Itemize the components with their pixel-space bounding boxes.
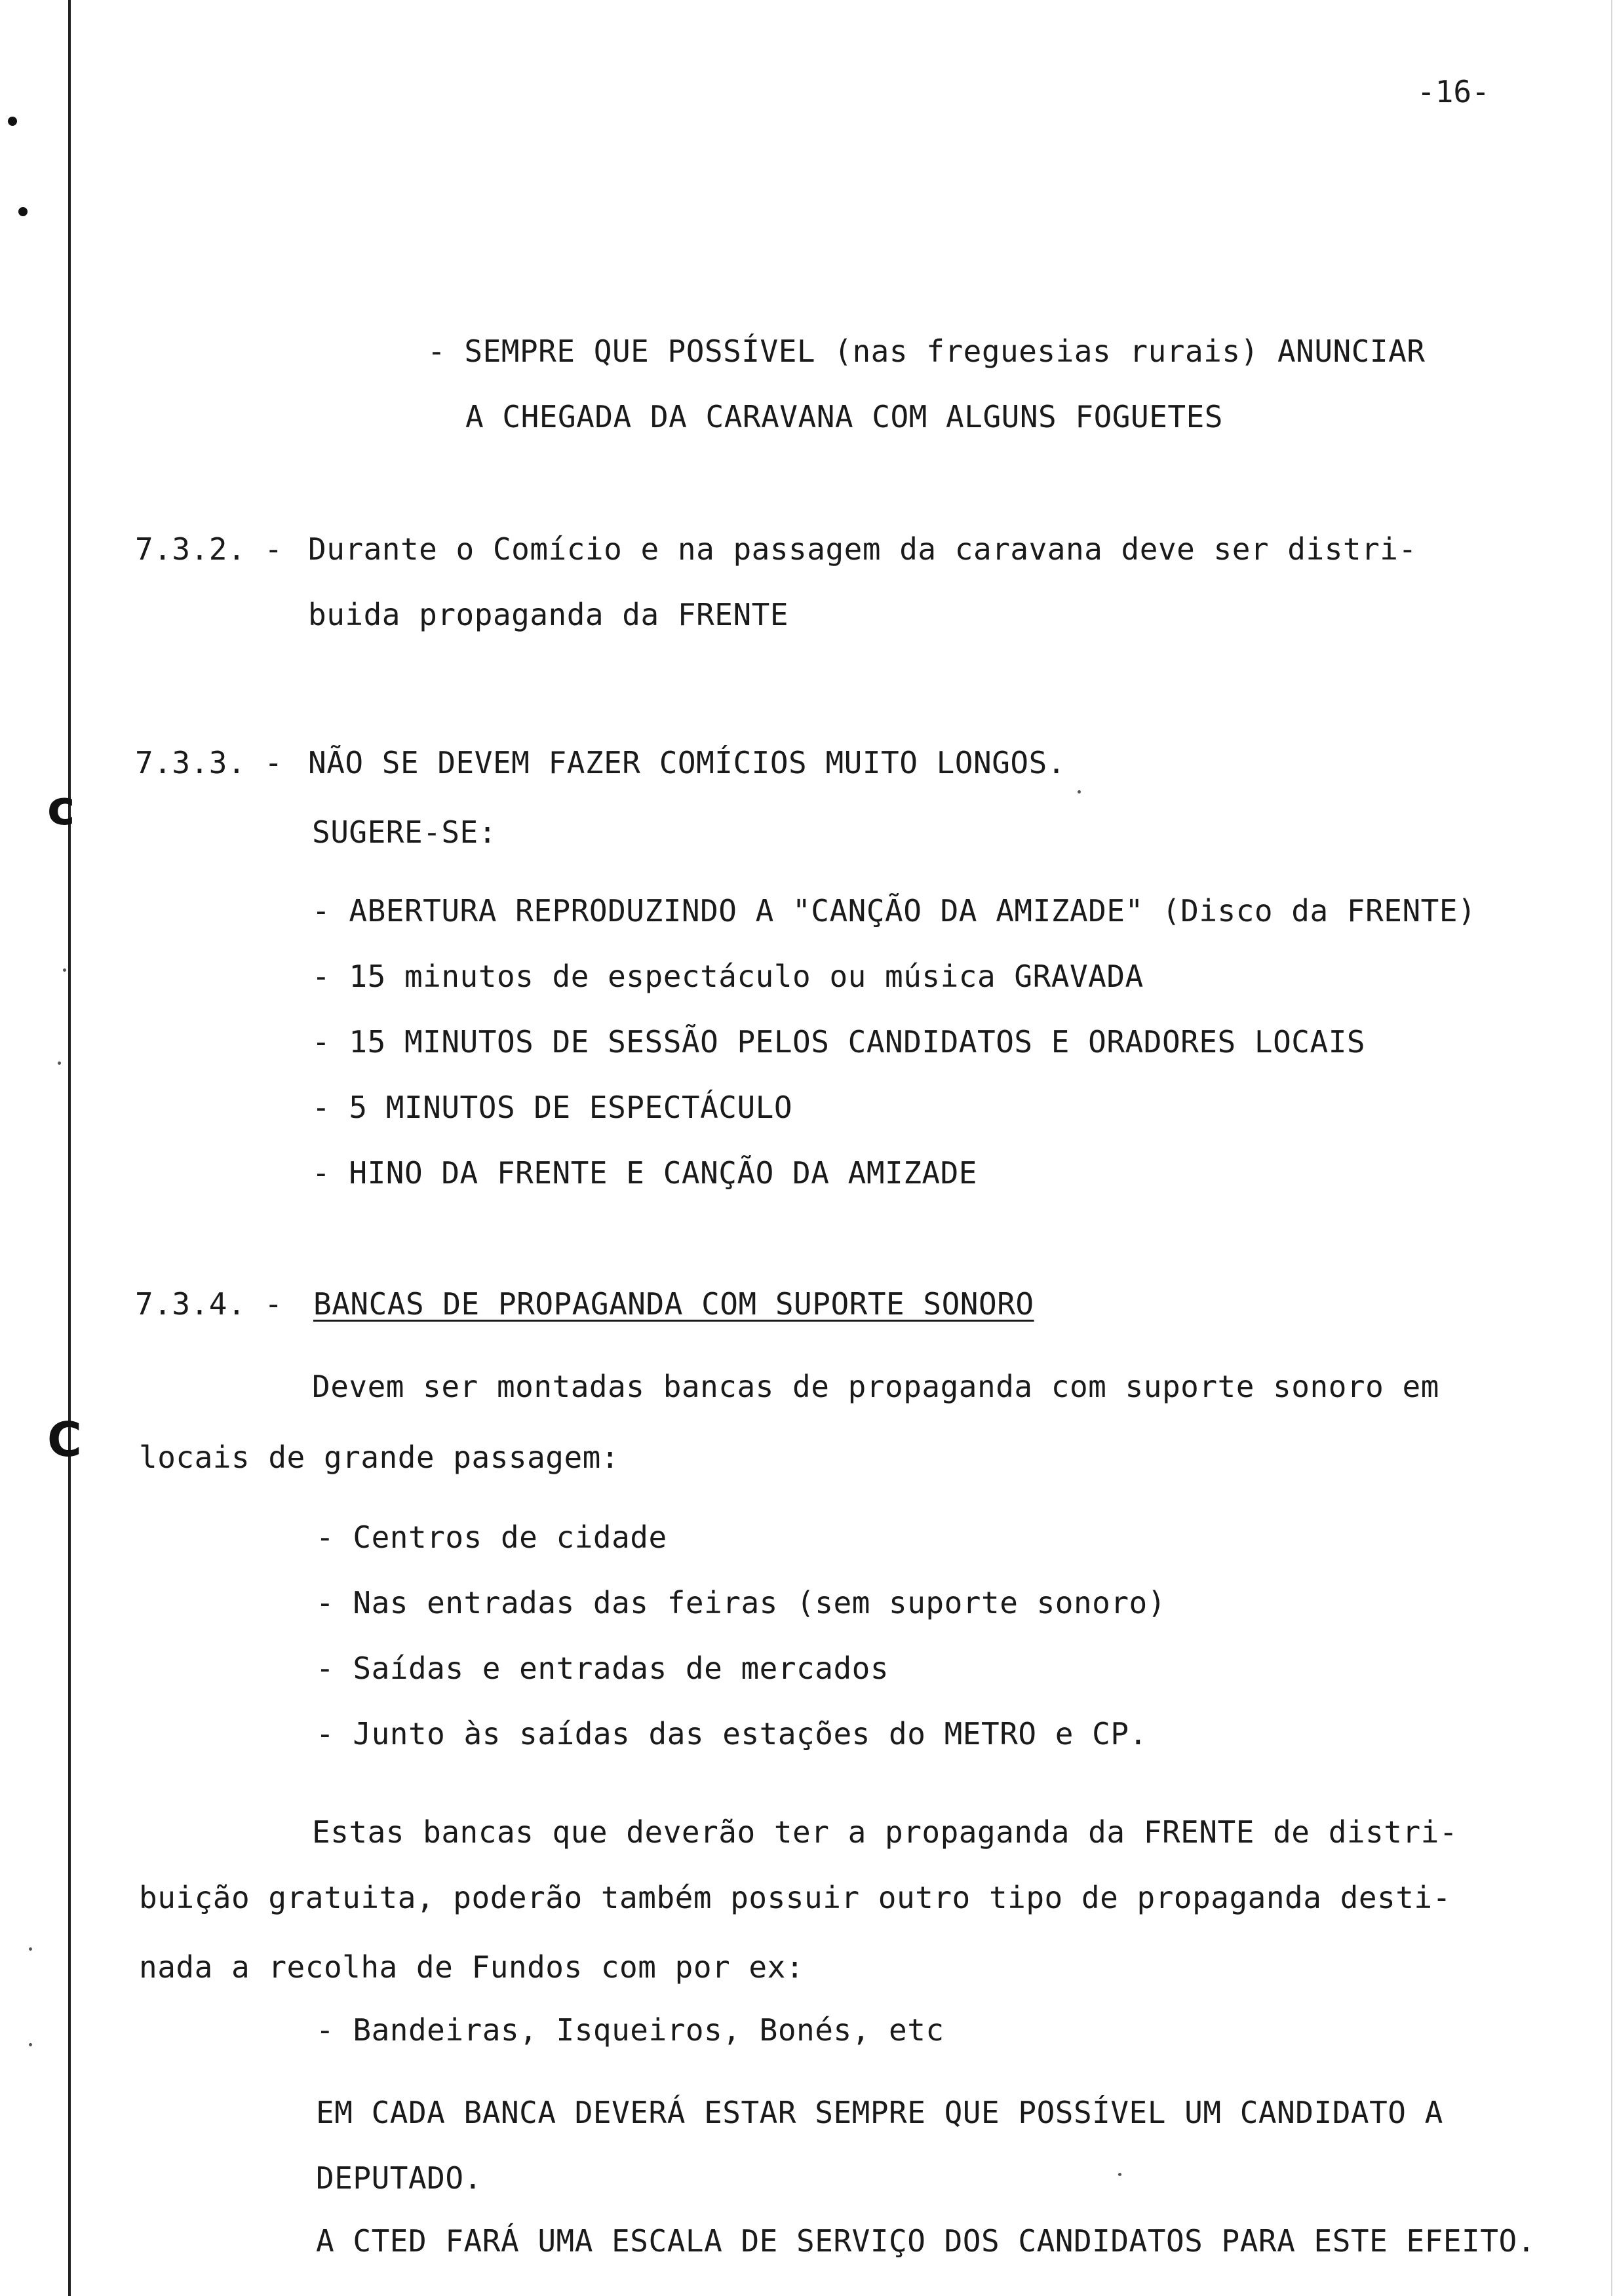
scan-speck (63, 968, 66, 972)
list-item: - Junto às saídas das estações do METRO e CP. (316, 1716, 1148, 1751)
list-item: - Nas entradas das feiras (sem suporte sonoro) (316, 1585, 1166, 1620)
paragraph-line: Devem ser montadas bancas de propaganda com suporte sonoro em (312, 1369, 1439, 1404)
paragraph-line: buição gratuita, poderão também possuir outro tipo de propaganda desti- (139, 1880, 1451, 1915)
section-732-line-1: Durante o Comício e na passagem da caravana deve ser distri- (308, 531, 1417, 567)
paragraph-line: nada a recolha de Fundos com por ex: (139, 1949, 804, 1985)
punch-hole-mark (8, 117, 17, 126)
closing-line: A CTED FARÁ UMA ESCALA DE SERVIÇO DOS CANDIDATOS PARA ESTE EFEITO. (316, 2223, 1536, 2259)
staple-clip-mark: C (47, 1412, 82, 1467)
scan-speck (29, 1947, 32, 1951)
paragraph-line: EM CADA BANCA DEVERÁ ESTAR SEMPRE QUE POSSÍVEL UM CANDIDATO A (316, 2095, 1443, 2130)
list-item: - 15 minutos de espectáculo ou música GRAVADA (312, 959, 1144, 994)
staple-clip-mark: ᴄ (47, 780, 75, 835)
page-right-edge (1611, 0, 1612, 2296)
section-number: 7.3.3. - (135, 745, 283, 780)
intro-item-line-2: A CHEGADA DA CARAVANA COM ALGUNS FOGUETES (465, 399, 1223, 434)
scan-speck (29, 2043, 32, 2046)
list-item: - Centros de cidade (316, 1520, 667, 1555)
list-item: - Bandeiras, Isqueiros, Bonés, etc (316, 2012, 944, 2048)
punch-hole-mark (18, 207, 28, 216)
list-item: - Saídas e entradas de mercados (316, 1651, 889, 1686)
binding-margin-line (68, 0, 71, 2296)
paragraph-line: DEPUTADO. (316, 2160, 482, 2196)
section-733-heading: NÃO SE DEVEM FAZER COMÍCIOS MUITO LONGOS. (308, 745, 1066, 780)
list-item: - 15 MINUTOS DE SESSÃO PELOS CANDIDATOS E ORADORES LOCAIS (312, 1024, 1366, 1060)
paragraph-line: locais de grande passagem: (139, 1440, 620, 1475)
scan-speck (1118, 2173, 1121, 2176)
section-734-heading: BANCAS DE PROPAGANDA COM SUPORTE SONORO (313, 1286, 1034, 1322)
list-item: - ABERTURA REPRODUZINDO A "CANÇÃO DA AMIZADE" (Disco da FRENTE) (312, 893, 1477, 928)
list-item: - HINO DA FRENTE E CANÇÃO DA AMIZADE (312, 1155, 977, 1191)
scan-speck (58, 1062, 61, 1065)
paragraph-line: Estas bancas que deverão ter a propaganda da FRENTE de distri- (312, 1814, 1458, 1850)
scan-speck (1078, 790, 1081, 794)
page-number: -16- (1417, 74, 1490, 109)
list-item: - 5 MINUTOS DE ESPECTÁCULO (312, 1090, 793, 1125)
section-number: 7.3.4. - (135, 1286, 283, 1322)
section-number: 7.3.2. - (135, 531, 283, 567)
section-732-line-2: buida propaganda da FRENTE (308, 597, 789, 632)
suggestion-label: SUGERE-SE: (312, 814, 497, 850)
intro-item-line-1: - SEMPRE QUE POSSÍVEL (nas freguesias rurais) ANUNCIAR (427, 334, 1426, 369)
